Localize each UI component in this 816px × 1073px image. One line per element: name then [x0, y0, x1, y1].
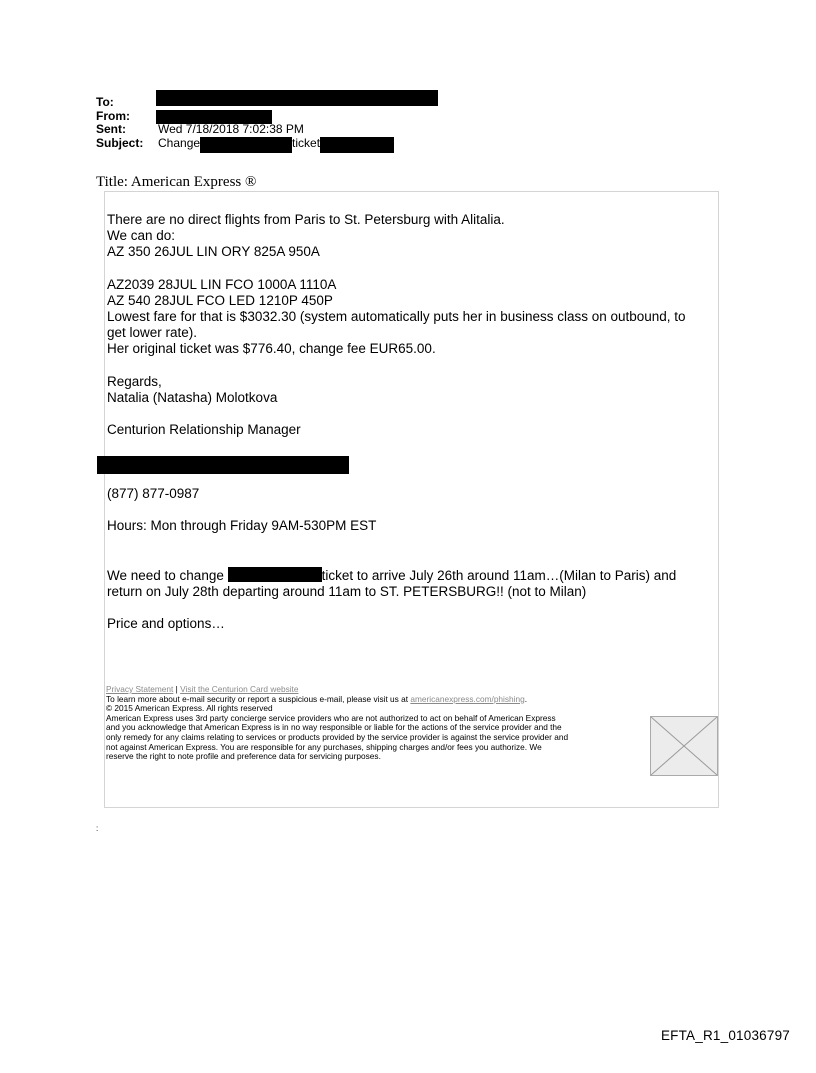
bates-number: EFTA_R1_01036797: [660, 1028, 790, 1043]
broken-image-icon: [651, 717, 717, 775]
footer-disclaimer: [106, 685, 651, 762]
spacer: [107, 535, 686, 567]
body-line: Her original ticket was $776.40, change fee EUR65.00.: [107, 341, 436, 357]
body-line: There are no direct flights from Paris to St. Petersburg with Alitalia.: [107, 212, 505, 227]
request-line: Price and options…: [107, 616, 225, 632]
subject-text-1: Change: [158, 135, 201, 150]
request-line: [107, 567, 686, 584]
to-redaction: [156, 90, 438, 106]
subject-redaction-1: [200, 137, 292, 153]
disclaimer-line: and you acknowledge that American Express is in no way responsible or liable for the actions of the service provider and the: [106, 722, 562, 733]
spacer: [107, 261, 686, 277]
subject-value: [158, 137, 394, 153]
security-text: To learn more about e-mail security or report a suspicious e-mail, please visit us at: [106, 693, 409, 704]
hours-line: Hours: Mon through Friday 9AM-530PM EST: [107, 518, 377, 534]
disclaimer-line: only remedy for any claims relating to services or products provided by the service provider is against the service provider and: [106, 731, 569, 742]
spacer: [107, 358, 686, 374]
to-label: To:: [96, 95, 114, 109]
request-line: return on July 28th departing around 11am to ST. PETERSBURG!! (not to Milan): [107, 583, 587, 599]
message-body: [107, 212, 686, 632]
page-mark: :: [96, 824, 99, 833]
body-line: We can do:: [107, 228, 176, 244]
spacer: [107, 502, 686, 518]
sender-role: Centurion Relationship Manager: [107, 422, 301, 438]
signoff: Regards,: [107, 373, 162, 389]
body-line: get lower rate).: [107, 325, 198, 341]
message-title: Title: American Express ®: [96, 174, 257, 190]
from-label: From:: [96, 108, 130, 123]
request-redaction: [228, 567, 322, 582]
image-placeholder: [650, 716, 718, 776]
privacy-statement-link[interactable]: Privacy Statement: [106, 684, 174, 694]
sent-label: Sent:: [96, 122, 126, 136]
flight-line: AZ 350 26JUL LIN ORY 825A 950A: [107, 244, 320, 260]
sender-name: Natalia (Natasha) Molotkova: [107, 389, 278, 405]
request-text-2: ticket to arrive July 26th around 11am…(Milan to Paris) and: [321, 567, 677, 583]
link-separator: |: [175, 684, 178, 694]
spacer: [107, 406, 686, 422]
subject-redaction-2: [320, 137, 394, 153]
spacer: [107, 600, 686, 616]
flight-line: AZ 540 28JUL FCO LED 1210P 450P: [107, 292, 333, 308]
disclaimer-line: American Express uses 3rd party concierge service providers who are not authorized to act on behalf of American Express: [106, 712, 556, 723]
contact-redaction: [97, 456, 349, 474]
copyright: © 2015 American Express. All rights reserved: [106, 703, 273, 714]
disclaimer-line: not against American Express. You are responsible for any purchases, shipping charges and/or fees you authorize. We: [106, 741, 542, 752]
phishing-link[interactable]: americanexpress.com/phishing: [410, 693, 525, 704]
subject-label: Subject:: [96, 135, 144, 150]
sent-value: Wed 7/18/2018 7:02:38 PM: [158, 122, 304, 136]
disclaimer-line: reserve the right to note profile and preference data for servicing purposes.: [106, 751, 381, 762]
request-text-1: We need to change: [107, 567, 224, 583]
phone-number: (877) 877-0987: [107, 486, 200, 502]
centurion-card-link[interactable]: Visit the Centurion Card website: [180, 684, 299, 694]
body-line: Lowest fare for that is $3032.30 (system automatically puts her in business class on outbound, to: [107, 309, 686, 325]
security-period: .: [524, 693, 528, 704]
flight-line: AZ2039 28JUL LIN FCO 1000A 1110A: [107, 276, 337, 292]
subject-text-2: ticket: [292, 135, 321, 150]
